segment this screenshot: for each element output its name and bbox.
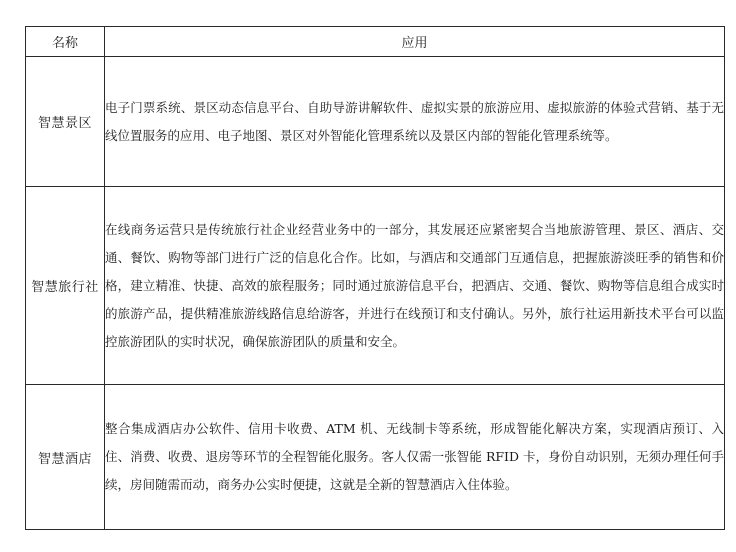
table-row — [26, 385, 725, 530]
row-name-smart-hotel: 智慧酒店 — [26, 385, 105, 530]
row-name-smart-scenic-area: 智慧景区 — [26, 57, 105, 187]
applications-table — [25, 26, 725, 530]
table-header-row — [26, 27, 725, 57]
row-name-smart-travel-agency: 智慧旅行社 — [26, 187, 105, 385]
header-name: 名称 — [26, 27, 105, 57]
row-description-smart-travel-agency: 在线商务运营只是传统旅行社企业经营业务中的一部分，其发展还应紧密契合当地旅游管理、景区、酒店、交通、餐饮、购物等部门进行广泛的信息化合作。比如，与酒店和交通部门互通信息，把握旅游淡旺季的销售和价格，建立精准、快捷、高效的旅程服务；同时通过旅游信息平台，把酒店、交通、餐饮、购物等信息组合成实时的旅游产品，提供精准旅游线路信息给游客，并进行在线预订和支付确认。另外，旅行社运用新技术平台可以监控旅游团队的实时状况，确保旅游团队的质量和安全。 — [105, 187, 725, 385]
table-row — [26, 187, 725, 385]
table-row — [26, 57, 725, 187]
row-description-smart-hotel: 整合集成酒店办公软件、信用卡收费、ATM 机、无线制卡等系统，形成智能化解决方案，实现酒店预订、入住、消费、收费、退房等环节的全程智能化服务。客人仅需一张智能 RFID 卡，身份自动识别，无须办理任何手续，房间随需而动，商务办公实时便捷，这就是全新的智慧酒店入住体验。 — [105, 385, 725, 530]
header-application: 应用 — [105, 27, 725, 57]
row-description-smart-scenic-area: 电子门票系统、景区动态信息平台、自助导游讲解软件、虚拟实景的旅游应用、虚拟旅游的体验式营销、基于无线位置服务的应用、电子地图、景区对外智能化管理系统以及景区内部的智能化管理系统等。 — [105, 57, 725, 187]
